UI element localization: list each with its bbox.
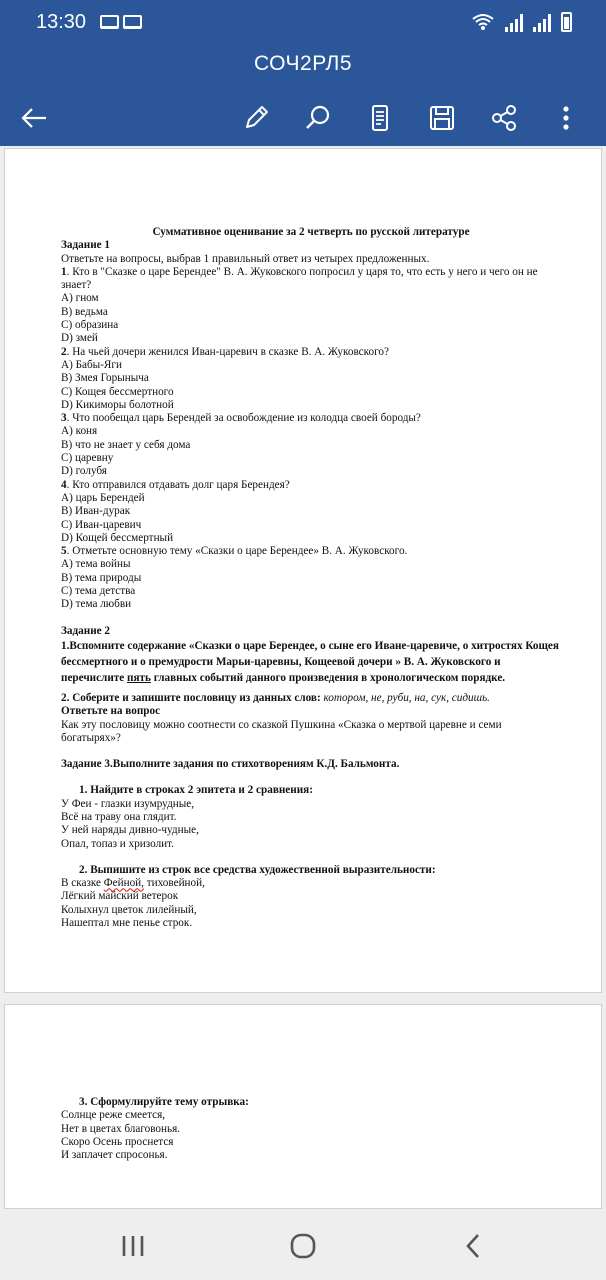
status-time: 13:30 [36,11,87,33]
poem1-line: У Феи - глазки изумрудные, [61,797,195,810]
poem2-line: Лёгкий майский ветерок [61,890,179,903]
wifi-icon [471,12,495,32]
share-icon [489,103,519,133]
poem1-line: У ней наряды дивно-чудные, [61,824,199,837]
q1-option: B) ведьма [61,305,108,318]
document-page[interactable] [4,1004,602,1209]
back-nav-button[interactable] [448,1228,498,1264]
task2-answer-prompt: Ответьте на вопрос [61,705,161,718]
document-page[interactable] [4,148,602,993]
spellcheck-word[interactable]: Фейной, [103,877,144,890]
question-2: 2. На чьей дочери женился Иван-царевич в сказке В. А. Жуковского? [61,345,389,358]
question-5: 5. Отметьте основную тему «Сказки о царе Берендее» В. А. Жуковского. [61,545,408,558]
poem2-line: Нашептал мне пенье строк. [61,917,193,930]
q5-option: C) тема детства [61,585,136,598]
q2-option: B) Змея Горыныча [61,372,149,385]
q1-option: C) образина [61,319,119,332]
task3-title: Задание 3.Выполните задания по стихотворениям К.Д. Бальмонта. [61,758,400,771]
document-title: СОЧ2РЛ5 [253,52,353,75]
q3-option: C) царевну [61,452,114,465]
task3-sub2-title: 2. Выпишите из строк все средства художественной выразительности: [79,863,436,876]
status-indicators [471,12,572,32]
task1-intro: Ответьте на вопросы, выбрав 1 правильный ответ из четырех предложенных. [61,252,430,265]
signal-icon [505,12,523,32]
q4-option: D) Кощей бессмертный [61,531,174,544]
poem3-line: Нет в цветах благовонья. [61,1122,181,1135]
screen-cast-icon [123,15,142,29]
question-1: 1. Кто в "Сказке о царе Берендее" В. А. Жуковского попросил у царя то, что есть у него и чего он не знает? [61,265,538,292]
home-icon [289,1232,317,1260]
poem1-line: Всё на траву она глядит. [61,810,177,823]
q3-option: D) голубя [61,465,107,478]
chevron-left-icon [463,1232,483,1260]
document-body [61,226,561,930]
question-3: 3. Что пообещал царь Берендей за освобождение из колодца своей бороды? [61,412,421,425]
pencil-icon [241,103,271,133]
search-icon [303,103,333,133]
document-view-icon [365,103,395,133]
toolbar [0,92,606,146]
recent-apps-icon [120,1234,146,1258]
home-button[interactable] [278,1228,328,1264]
save-icon [427,103,457,133]
task3-sub3-title: 3. Сформулируйте тему отрывка: [79,1096,249,1108]
task1-title: Задание 1 [61,239,110,252]
question-4: 4. Кто отправился отдавать долг царя Берендея? [61,478,290,491]
more-options-button[interactable] [546,98,586,138]
q5-option: B) тема природы [61,571,142,584]
q1-option: A) гном [61,292,99,305]
task2-item-1: 1.Вспомните содержание «Сказки о царе Берендее, о сыне его Иване-царевиче, о хитростях Кощея бессмертного и о премудрости Марьи-царевны, Кощеевой дочери » В. А. Жуковского и перечислите пять главных событий данного произведения в хронологическом порядке. [61,639,559,684]
share-button[interactable] [484,98,524,138]
save-button[interactable] [422,98,462,138]
q4-option: B) Иван-дурак [61,505,131,518]
q2-option: C) Кощея бессмертного [61,385,174,398]
task2-title: Задание 2 [61,624,110,637]
recent-apps-button[interactable] [108,1228,158,1264]
back-button[interactable] [14,98,54,138]
more-vert-icon [551,103,581,133]
edit-button[interactable] [236,98,276,138]
system-nav-bar [0,1210,606,1280]
q2-option: D) Кикиморы болотной [61,398,174,411]
status-bar [0,0,606,46]
q3-option: A) коня [61,425,98,438]
view-mode-button[interactable] [360,98,400,138]
poem1-line: Опал, топаз и хризолит. [61,837,174,850]
task2-question: Как эту пословицу можно соотнести со сказкой Пушкина «Сказка о мертвой царевне и семи богатырях»? [61,718,502,744]
document-heading: Суммативное оценивание за 2 четверть по русской литературе [152,226,470,238]
screen-cast-icon [100,15,119,29]
q5-option: A) тема войны [61,558,131,571]
task3-sub1-title: 1. Найдите в строках 2 эпитета и 2 сравнения: [79,784,313,797]
q2-option: A) Бабы-Яги [61,358,122,371]
poem3-line: Скоро Осень проснется [61,1135,174,1148]
q5-option: D) тема любви [61,598,132,611]
q4-option: C) Иван-царевич [61,518,142,531]
q1-option: D) змей [61,332,98,345]
document-body [61,1096,561,1162]
signal-icon [533,12,551,32]
poem3-line: Солнце реже смеется, [61,1109,166,1122]
task2-item-2: 2. Соберите и запишите пословицу из данных слов: котором, не, руби, на, сук, сидишь. [61,691,490,704]
q3-option: B) что не знает у себя дома [61,438,191,451]
poem2-line: В сказке Фейной, тиховейной, [61,877,205,890]
poem3-line: И заплачет спросонья. [61,1149,168,1162]
search-button[interactable] [298,98,338,138]
back-arrow-icon [19,103,49,133]
poem2-line: Колыхнул цветок лилейный, [61,903,197,916]
battery-icon [561,12,572,32]
app-bar [0,46,606,146]
q4-option: A) царь Берендей [61,491,145,504]
notification-icons [100,15,142,29]
